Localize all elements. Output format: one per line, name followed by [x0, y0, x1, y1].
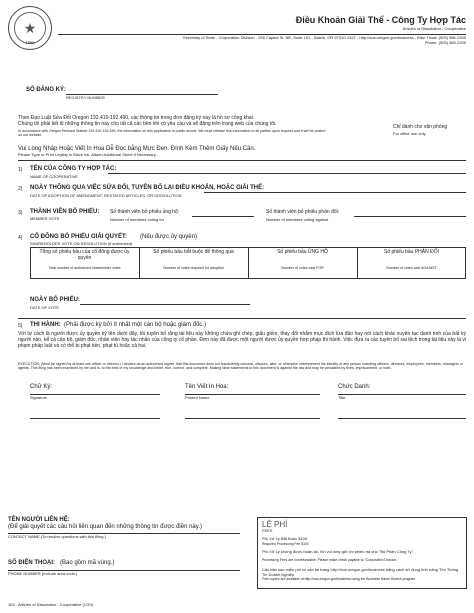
- col-total-votes: Tổng số phiếu bầu của cổ đông được ủy quyền: [39, 249, 130, 261]
- section-4-number: 4): [18, 235, 23, 241]
- instructions-en: Please Type or Print Legibly in Black Ink. Attach Additional Sheet if Necessary.: [18, 152, 157, 157]
- refund-note: Phí Xử Lý không được hoàn lại. Xin vui lòng gửi chi phiếu trả cho "Bộ Phận Công Ty.": [262, 549, 414, 554]
- col-votes-against: Số phiếu bầu PHẢN ĐỐI: [383, 249, 440, 255]
- section-3-sub: MEMBER VOTE: [30, 216, 60, 221]
- title-label: Chức Danh:: [338, 384, 371, 390]
- signature-sub: Signature: [30, 395, 48, 400]
- col-required-votes-sub: Number of votes required for adoption: [163, 266, 224, 270]
- processing-fee: Phí Xử Lý Bắt Buộc $100: [262, 536, 308, 541]
- registry-label: SỐ ĐĂNG KÝ:: [26, 87, 67, 93]
- fees-title-sub: FEES: [262, 528, 273, 533]
- execution-body-vn: Với tư cách là người được ủy quyền ký tên dưới đây, tôi tuyên bố rằng tài liệu này không chứa ghi chép, giấu giếm, thay đổi nhằm mục đích lừa đảo hay nói cách khác xuyên tạc danh tính của bất kỳ người nào, kể cả cán bộ, giám đốc, nhân viên hay tác nhân của công ty cổ phần. Đơn này đã được một người được ủy quyền hợp pháp thi hành. Việc đưa ra các tuyên bố sai lệch trong tài liệu này là vi phạm pháp luật và có thể bị phạt tiền, phạt tù hoặc cả hai.: [18, 331, 466, 350]
- form-subtitle: Articles of Dissolution - Cooperative: [402, 26, 466, 31]
- cooperative-name-field[interactable]: [108, 173, 466, 174]
- office-use-en: For office use only: [393, 131, 426, 136]
- contact-sub: CONTACT NAME (To resolve questions with this filing.): [8, 534, 106, 539]
- members-for-field[interactable]: [192, 216, 254, 217]
- office-use-vn: Chỉ dành cho văn phòng: [393, 124, 448, 130]
- section-4-sub: SHAREHOLDER VOTE ON RESOLUTION (if authorized): [30, 241, 133, 246]
- votes-for-sub: Number of members voting for: [110, 217, 165, 222]
- registry-sub: REGISTRY NUMBER: [66, 95, 105, 100]
- title-field[interactable]: [338, 394, 466, 395]
- section-2-label: NGÀY THÔNG QUA VIỆC SỬA ĐỔI, TUYÊN BỐ LẠI ĐIỀU KHOẢN, HOẶC GIẢI THỂ:: [30, 185, 265, 191]
- section-2-number: 2): [18, 186, 23, 192]
- votes-for-label: Số thành viên bỏ phiếu ủng hộ:: [110, 209, 180, 215]
- section-1-label: TÊN CỦA CÔNG TY HỢP TÁC:: [30, 166, 117, 172]
- address-line: Secretary of State - Corporation Division - 255 Capitol St. NE, Suite 151 - Salem, OR 97310-1327 - http://sos.oregon.gov/business - Điện Thoại: (503) 986-2200: [183, 35, 466, 40]
- title-sub: Title: [338, 395, 346, 400]
- section-1-number: 1): [18, 167, 23, 173]
- fees-title: LỆ PHÍ: [262, 520, 288, 529]
- section-4-label: CỔ ĐÔNG BỎ PHIẾU GIẢI QUYẾT:: [30, 234, 128, 240]
- instructions-vn: Vui Lòng Nhập Hoặc Viết In Hoa Dễ Đọc bằng Mực Đen. Đính Kèm Thêm Giấy Nếu Cần.: [18, 146, 256, 152]
- col-required-votes: Số phiếu bầu bắt buộc để thông qua: [153, 249, 234, 255]
- votes-against-label: Số thành viên bỏ phiếu phản đối:: [266, 209, 340, 215]
- state-seal-logo: [8, 6, 52, 50]
- copies-note-en: Free copies are available at http://sos.oregon.gov/business using the Business Name Search program.: [262, 577, 417, 581]
- section-1-sub: NAME OF COOPERATIVE: [30, 174, 78, 179]
- section-3-label: THÀNH VIÊN BỎ PHIẾU:: [30, 209, 100, 215]
- phone-sub: PHONE NUMBER (Include area code.): [8, 571, 78, 576]
- votes-against-sub: Number of members voting against: [266, 217, 329, 222]
- refund-note-en: Processing Fees are nonrefundable. Please make check payable to "Corporation Division.": [262, 558, 399, 562]
- col-total-votes-sub: Total number of authorized shareholder votes: [48, 266, 121, 270]
- section-5-note: (Phải được ký bởi ít nhất một cán bộ hoặc giám đốc.): [64, 322, 206, 328]
- phone-label: SỐ ĐIỆN THOẠI:: [8, 560, 56, 566]
- printed-name-sub: Printed Name: [185, 395, 210, 400]
- printed-name-field-2[interactable]: [185, 418, 320, 419]
- form-title: Điều Khoản Giải Thể - Công Ty Hợp Tác: [295, 15, 466, 25]
- col-votes-against-sub: Number of votes cast AGAINST: [386, 266, 437, 270]
- execution-body-en: EXECUTION: (Must be signed by at least one officer or director.) I declare as an authorized signer, that this document does not fraudulently conceal, obscure, alter, or otherwise misrepresent the identity of any person including officers, directors, employees, members, managers or agents. This filing has been examined by me and is, to the best of my knowledge and belief, true, correct, and complete. Making false statements in this document is against the law and may be penalized by fines, imprisonment, or both.: [18, 362, 463, 371]
- contact-label: TÊN NGƯỜI LIÊN HỆ:: [8, 517, 70, 523]
- col-votes-for-sub: Number of votes cast FOR: [281, 266, 324, 270]
- signature-field[interactable]: [30, 394, 160, 395]
- vote-date-sub: DATE OF VOTE: [30, 305, 60, 310]
- signature-label: Chữ Ký:: [30, 384, 53, 390]
- adoption-date-field[interactable]: [204, 192, 466, 193]
- footer-text: 163 - Articles of Dissolution - Cooperative (1/20): [8, 602, 93, 607]
- col-votes-for: Số phiếu bầu ỦNG HỘ: [277, 249, 328, 255]
- section-5-number: 5): [18, 323, 23, 329]
- members-against-field[interactable]: [354, 216, 466, 217]
- vote-date-field[interactable]: [80, 304, 250, 305]
- seal-year: 1859: [25, 40, 35, 45]
- intro-en: In accordance with Oregon Revised Statute 192.410-192.490, the information on this application is public record. We must release this information to all parties upon request and it will be posted on our website.: [18, 129, 326, 137]
- section-5-label: THI HÀNH:: [30, 322, 61, 328]
- signature-field-2[interactable]: [30, 418, 160, 419]
- processing-fee-en: Required Processing Fee $100: [262, 542, 309, 546]
- section-4-note: (Nếu được ủy quyền): [140, 234, 197, 240]
- star-icon: ★: [23, 20, 37, 36]
- phone-note: (Bao gồm mã vùng.): [60, 560, 115, 566]
- section-2-sub: DATE OF ADOPTION OF AMENDMENT, RESTATED ARTICLES, OR DISSOLUTION: [30, 193, 182, 198]
- vote-date-label: NGÀY BỎ PHIẾU:: [30, 297, 80, 303]
- intro-vn-2: Chúng tôi phải tiết lộ những thông tin này cho tất cả các bên khi có yêu cầu và sẽ đăng trên trang web của chúng tôi.: [18, 121, 277, 127]
- phone-line: Phone: (503) 986-2200: [424, 40, 466, 45]
- copies-note: Các bản sao miễn phí có sẵn tại trang http://sos.oregon.gov/business bằng cách sử dụng tính năng Tìm Thông Tin Doanh Nghiệp.: [262, 567, 459, 577]
- contact-note: (Để giải quyết các câu hỏi liên quan đến những thông tin được điền này.): [8, 524, 202, 530]
- section-3-number: 3): [18, 210, 23, 216]
- intro-vn-1: Theo Đạo Luật Sửa Đổi Oregon 192.410-192.490, các thông tin trong đơn đăng ký này là hồ sơ công khai.: [18, 115, 255, 121]
- title-field-2[interactable]: [338, 418, 466, 419]
- printed-name-label: Tên Viết In Hoa:: [185, 384, 229, 390]
